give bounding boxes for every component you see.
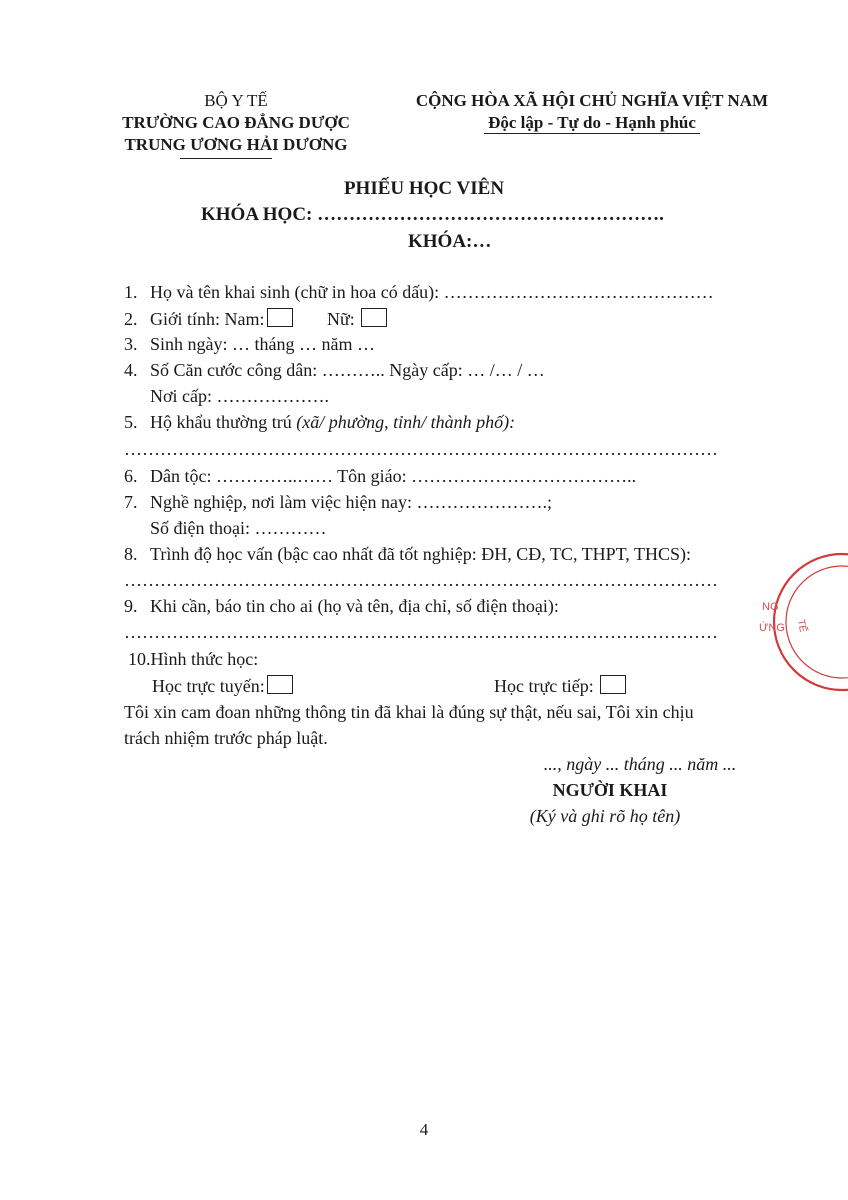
- stamp-inner-ring: [786, 566, 848, 678]
- ministry-name: BỘ Y TẾ: [204, 91, 268, 110]
- field-text: Nghề nghiệp, nơi làm việc hiện nay: ………………….;: [150, 492, 552, 512]
- declaration-line2: trách nhiệm trước pháp luật.: [124, 728, 328, 748]
- study-online-option: [152, 675, 293, 697]
- study-offline-label: Học trực tiếp:: [494, 676, 594, 696]
- female-checkbox[interactable]: [361, 308, 387, 327]
- field-number: 7.: [124, 492, 138, 512]
- field-text: Trình độ học vấn (bậc cao nhất đã tốt nghiệp: ĐH, CĐ, TC, THPT, THCS):: [150, 544, 691, 564]
- field-text: Hộ khẩu thường trú: [150, 412, 292, 432]
- red-stamp: [742, 548, 848, 696]
- school-name-line2: TRUNG ƯƠNG HẢI DƯƠNG: [124, 135, 348, 154]
- field-occupation: [124, 492, 552, 513]
- header-left-underline: [180, 158, 272, 159]
- field-id-issue-place: Nơi cấp: ……………….: [150, 386, 329, 406]
- session-line: KHÓA:…: [408, 231, 492, 252]
- signature-title: NGƯỜI KHAI: [552, 780, 668, 800]
- page-number: 4: [419, 1120, 429, 1139]
- field-number: 8.: [124, 544, 138, 564]
- study-online-label: Học trực tuyến:: [152, 676, 265, 696]
- field-gender: [124, 308, 387, 330]
- field-ethnicity-religion: [124, 466, 636, 487]
- field-number: 5.: [124, 412, 138, 432]
- field-hint: (xã/ phường, tỉnh/ thành phố):: [296, 412, 516, 432]
- online-checkbox[interactable]: [267, 675, 293, 694]
- field-emergency-contact: [124, 596, 559, 617]
- study-offline-option: [494, 675, 626, 697]
- field-birth-date: [124, 334, 375, 355]
- field-text: Họ và tên khai sinh (chữ in hoa có dấu): ………………………………………: [150, 282, 714, 302]
- field-number: 1.: [124, 282, 138, 302]
- field-education-dots: ………………………………………………………………………………………: [124, 570, 718, 590]
- male-checkbox[interactable]: [267, 308, 293, 327]
- field-study-mode: 10.Hình thức học:: [128, 649, 259, 669]
- field-number: 3.: [124, 334, 138, 354]
- stamp-text-1: NG: [762, 601, 779, 613]
- field-text: Số Căn cước công dân: ……….. Ngày cấp: … /… / …: [150, 360, 545, 380]
- field-number: 9.: [124, 596, 138, 616]
- country-name: CỘNG HÒA XÃ HỘI CHỦ NGHĨA VIỆT NAM: [415, 91, 769, 110]
- field-id-card: [124, 360, 545, 381]
- offline-checkbox[interactable]: [600, 675, 626, 694]
- field-full-name: [124, 282, 714, 303]
- gender-female-label: Nữ:: [327, 309, 355, 329]
- field-emergency-dots: ………………………………………………………………………………………: [124, 622, 718, 642]
- school-name-line1: TRƯỜNG CAO ĐẲNG DƯỢC: [122, 113, 350, 132]
- declaration-line1: Tôi xin cam đoan những thông tin đã khai là đúng sự thật, nếu sai, Tôi xin chịu: [124, 702, 694, 722]
- field-text: Sinh ngày: … tháng … năm …: [150, 334, 375, 354]
- field-phone: Số điện thoại: …………: [150, 518, 327, 538]
- stamp-text-3: TẾ: [795, 618, 809, 634]
- field-text: Dân tộc: …………..…… Tôn giáo: ………………………………..: [150, 466, 637, 486]
- field-text: Khi cần, báo tin cho ai (họ và tên, địa chỉ, số điện thoại):: [150, 596, 559, 616]
- national-motto: [392, 113, 792, 133]
- national-motto-text: Độc lập - Tự do - Hạnh phúc: [484, 113, 700, 134]
- field-residence: [124, 412, 515, 433]
- field-residence-dots: ………………………………………………………………………………………: [124, 439, 718, 459]
- field-number: 4.: [124, 360, 138, 380]
- stamp-outer-ring: [774, 554, 848, 690]
- field-number: 2.: [124, 309, 138, 329]
- gender-male-label: Giới tính: Nam:: [150, 309, 265, 329]
- signature-note: (Ký và ghi rõ họ tên): [529, 806, 681, 826]
- course-line: KHÓA HỌC: ……………………………………………….: [201, 204, 664, 225]
- field-education: [124, 544, 691, 565]
- stamp-text-2: ỨNG: [759, 622, 785, 634]
- form-title: PHIẾU HỌC VIÊN: [343, 178, 505, 199]
- signature-date: ..., ngày ... tháng ... năm ...: [543, 754, 737, 774]
- field-number: 6.: [124, 466, 138, 486]
